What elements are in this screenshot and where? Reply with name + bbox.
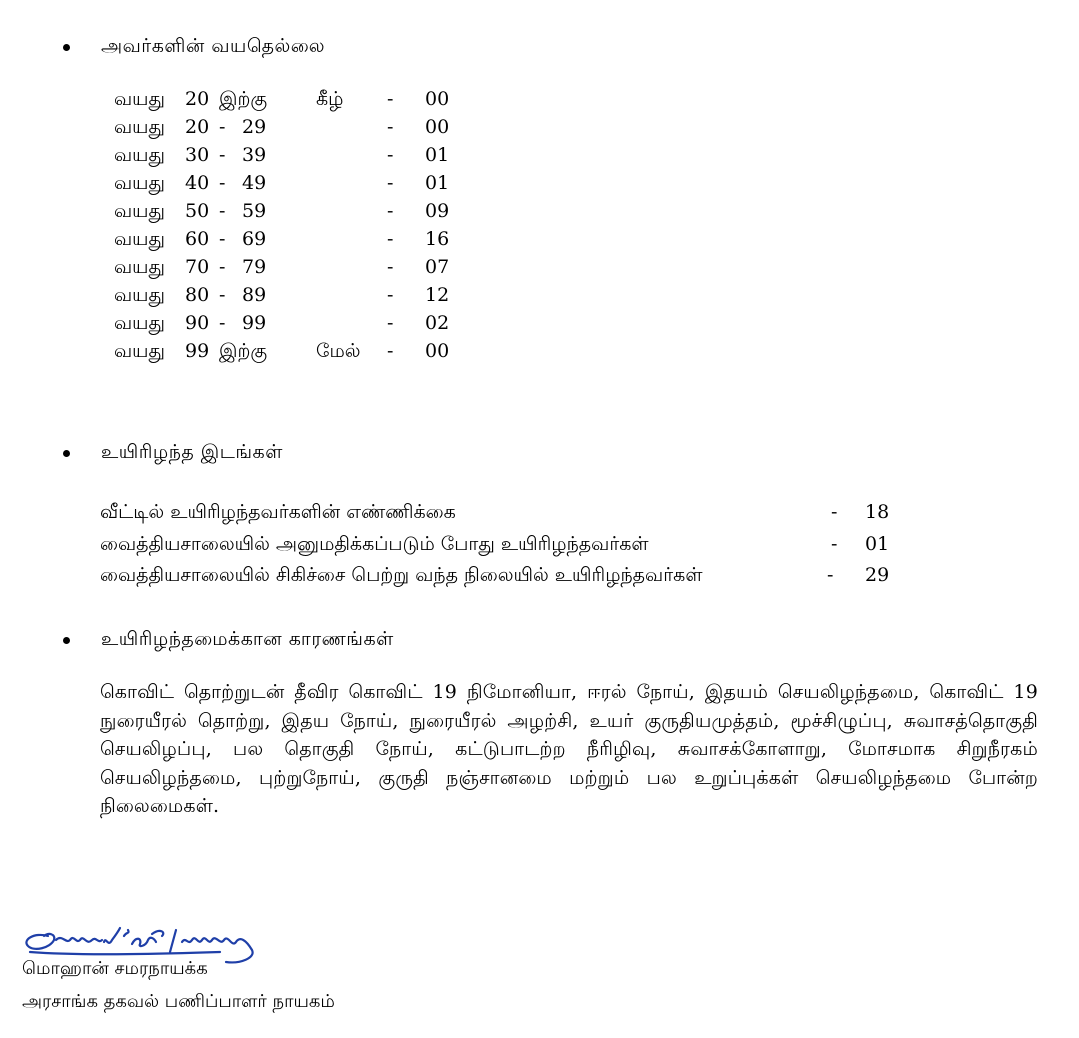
age-from: 90	[185, 312, 210, 334]
place-label: வீட்டில் உயிரிழந்தவர்களின் எண்ணிக்கை	[100, 501, 456, 523]
age-sep: -	[219, 144, 226, 166]
age-label: வயது	[114, 284, 165, 306]
age-from: 20	[185, 116, 210, 138]
heading-causes: உயிரிழந்தமைக்கான காரணங்கள்	[101, 628, 394, 650]
age-sep: இற்கு	[219, 340, 268, 362]
age-from: 50	[185, 200, 210, 222]
heading-ages: அவர்களின் வயதெல்லை	[101, 35, 326, 57]
age-count: 07	[425, 256, 450, 278]
age-sep: -	[219, 284, 226, 306]
age-label: வயது	[114, 200, 165, 222]
place-row	[100, 533, 900, 563]
age-count: 00	[425, 116, 450, 138]
bullet-ages	[63, 44, 70, 51]
age-from: 70	[185, 256, 210, 278]
age-label: வயது	[114, 88, 165, 110]
age-dash: -	[387, 228, 394, 250]
age-label: வயது	[114, 340, 165, 362]
age-count: 01	[425, 172, 450, 194]
age-to: 49	[242, 172, 267, 194]
heading-places: உயிரிழந்த இடங்கள்	[101, 441, 283, 463]
place-count: 18	[865, 501, 890, 523]
age-count: 16	[425, 228, 450, 250]
age-to: 79	[242, 256, 267, 278]
age-dash: -	[387, 172, 394, 194]
age-dash: -	[387, 284, 394, 306]
age-to: கீழ்	[316, 88, 344, 110]
place-row	[100, 501, 900, 531]
age-dash: -	[387, 88, 394, 110]
age-sep: -	[219, 172, 226, 194]
age-count: 02	[425, 312, 450, 334]
age-label: வயது	[114, 116, 165, 138]
age-count: 12	[425, 284, 450, 306]
age-to: 99	[242, 312, 267, 334]
place-label: வைத்தியசாலையில் சிகிச்சை பெற்று வந்த நிலையில் உயிரிழந்தவர்கள்	[100, 564, 703, 586]
age-dash: -	[387, 340, 394, 362]
age-from: 20	[185, 88, 210, 110]
age-sep: இற்கு	[219, 88, 268, 110]
age-to: 39	[242, 144, 267, 166]
causes-paragraph: கொவிட் தொற்றுடன் தீவிர கொவிட் 19 நிமோனியா, ஈரல் நோய், இதயம் செயலிழந்தமை, கொவிட் 19 நுரையீரல் தொற்று, இதய நோய், நுரையீரல் அழற்சி, உயர் குருதியமுத்தம், மூச்சிழுப்பு, சுவாசத்தொகுதி செயலிழப்பு, பல தொகுதி நோய், கட்டுபாடற்ற நீரிழிவு, சுவாசக்கோளாறு, மோசமாக சிறுநீரகம் செயலிழந்தமை, புற்றுநோய், குருதி நஞ்சானமை மற்றும் பல உறுப்புக்கள் செயலிழந்தமை போன்ற நிலைமைகள்.	[100, 681, 1038, 817]
age-to: மேல்	[316, 340, 361, 362]
age-sep: -	[219, 256, 226, 278]
place-row	[100, 564, 900, 594]
age-sep: -	[219, 312, 226, 334]
age-to: 89	[242, 284, 267, 306]
age-count: 01	[425, 144, 450, 166]
age-label: வயது	[114, 228, 165, 250]
age-dash: -	[387, 200, 394, 222]
age-dash: -	[387, 256, 394, 278]
age-from: 80	[185, 284, 210, 306]
age-sep: -	[219, 116, 226, 138]
age-dash: -	[387, 312, 394, 334]
age-from: 60	[185, 228, 210, 250]
place-count: 01	[865, 533, 890, 555]
age-dash: -	[387, 144, 394, 166]
age-label: வயது	[114, 144, 165, 166]
bullet-causes	[63, 637, 70, 644]
bullet-places	[63, 450, 70, 457]
age-from: 30	[185, 144, 210, 166]
age-count: 00	[425, 88, 450, 110]
place-dash: -	[831, 501, 838, 523]
signatory-title: அரசாங்க தகவல் பணிப்பாளர் நாயகம்	[22, 991, 335, 1012]
age-sep: -	[219, 228, 226, 250]
age-label: வயது	[114, 172, 165, 194]
age-count: 09	[425, 200, 450, 222]
place-dash: -	[827, 564, 834, 586]
age-count: 00	[425, 340, 450, 362]
age-label: வயது	[114, 312, 165, 334]
place-count: 29	[865, 564, 890, 586]
age-label: வயது	[114, 256, 165, 278]
signatory-name: மொஹான் சமரநாயக்க	[22, 958, 208, 979]
age-from: 99	[185, 340, 210, 362]
place-label: வைத்தியசாலையில் அனுமதிக்கப்படும் போது உயிரிழந்தவர்கள்	[100, 533, 649, 555]
age-to: 29	[242, 116, 267, 138]
place-dash: -	[831, 533, 838, 555]
age-to: 59	[242, 200, 267, 222]
age-from: 40	[185, 172, 210, 194]
age-to: 69	[242, 228, 267, 250]
age-dash: -	[387, 116, 394, 138]
age-sep: -	[219, 200, 226, 222]
